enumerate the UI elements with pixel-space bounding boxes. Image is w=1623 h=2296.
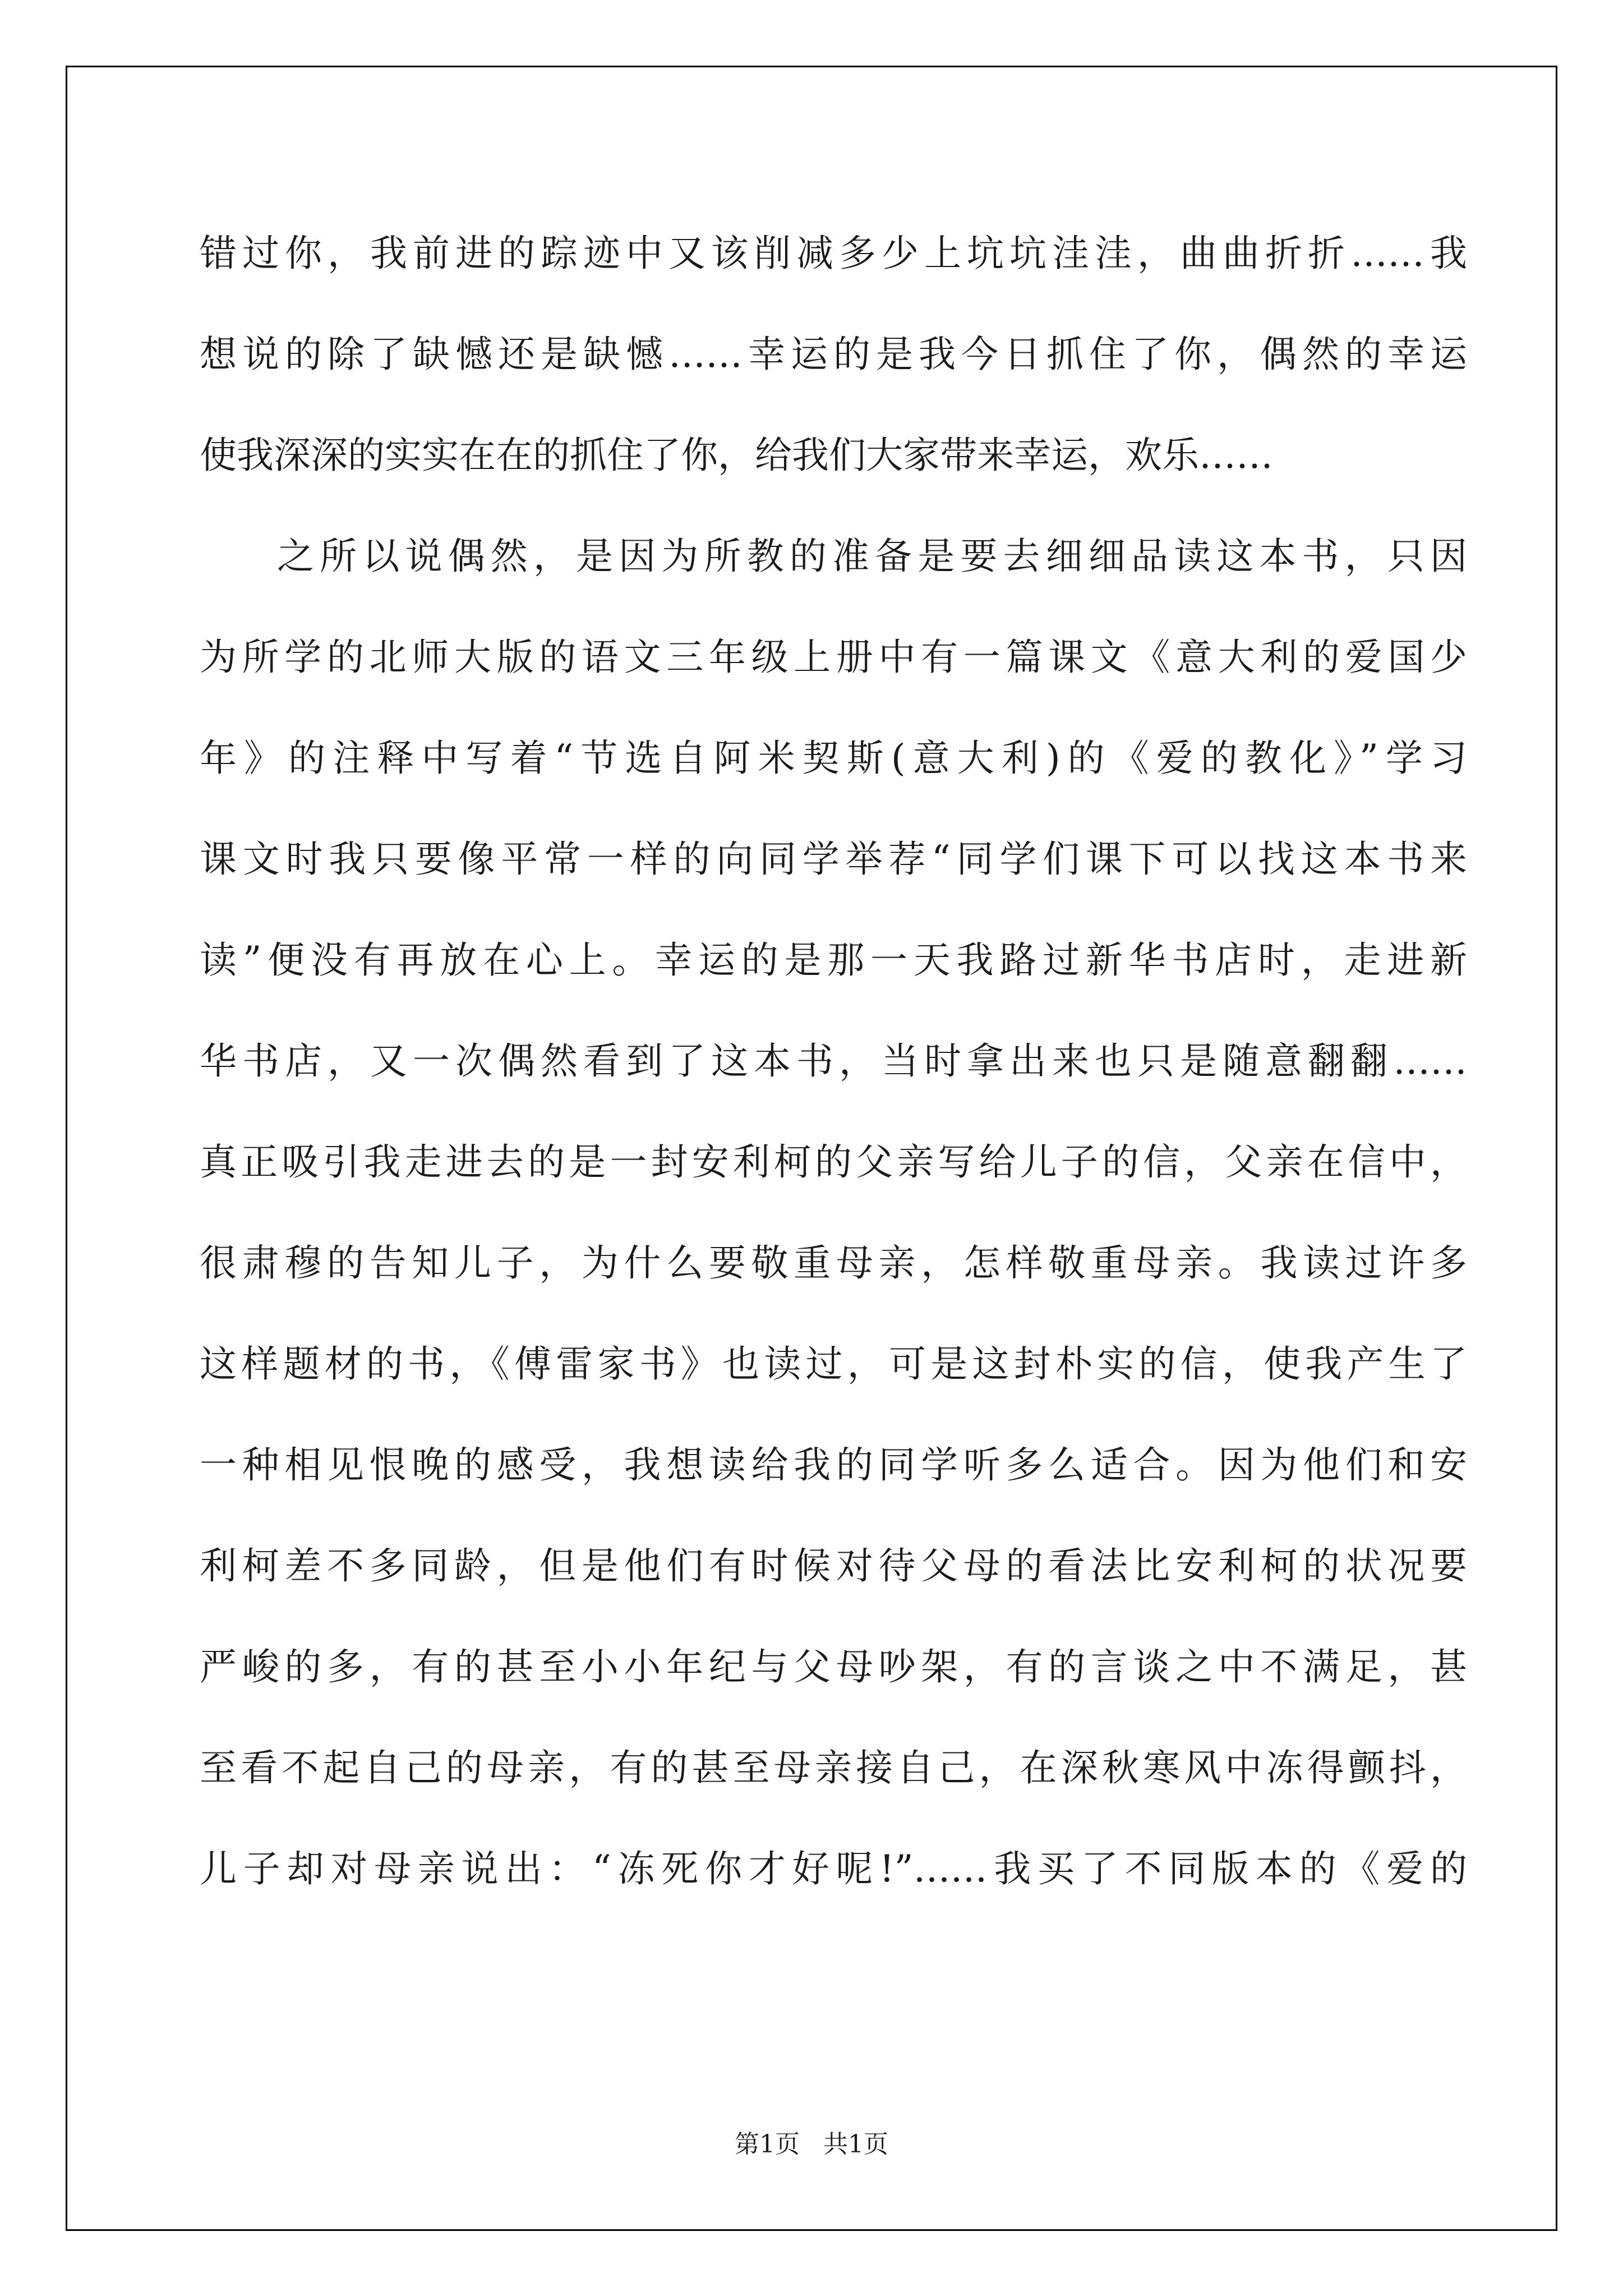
text-line: 错过你，我前进的踪迹中又该削减多少上坑坑洼洼，曲曲折折……我 bbox=[200, 232, 1467, 275]
text-line: 读”便没有再放在心上。幸运的是那一天我路过新华书店时，走进新 bbox=[200, 938, 1467, 982]
text-line: 一种相见恨晚的感受，我想读给我的同学听多么适合。因为他们和安 bbox=[200, 1443, 1467, 1487]
text-line: 为所学的北师大版的语文三年级上册中有一篇课文《意大利的爱国少 bbox=[200, 636, 1467, 679]
text-line: 很肃穆的告知儿子，为什么要敬重母亲，怎样敬重母亲。我读过许多 bbox=[200, 1241, 1467, 1285]
text-line: 使我深深的实实在在的抓住了你，给我们大家带来幸运，欢乐…… bbox=[200, 434, 1273, 477]
text-line: 儿子却对母亲说出：“冻死你才好呢!”……我买了不同版本的《爱的 bbox=[200, 1847, 1467, 1890]
text-line: 这样题材的书，《傅雷家书》也读过，可是这封朴实的信，使我产生了 bbox=[200, 1342, 1467, 1386]
text-line: 至看不起自己的母亲，有的甚至母亲接自己，在深秋寒风中冻得颤抖， bbox=[200, 1746, 1467, 1789]
text-line: 利柯差不多同龄，但是他们有时候对待父母的看法比安利柯的状况要 bbox=[200, 1544, 1467, 1588]
text-line: 想说的除了缺憾还是缺憾……幸运的是我今日抓住了你，偶然的幸运 bbox=[200, 333, 1467, 376]
text-line: 严峻的多，有的甚至小小年纪与父母吵架，有的言谈之中不满足，甚 bbox=[200, 1645, 1467, 1688]
text-line: 真正吸引我走进去的是一封安利柯的父亲写给儿子的信，父亲在信中， bbox=[200, 1140, 1467, 1184]
page-footer: 第1页 共1页 bbox=[735, 2130, 888, 2159]
text-line: 年》的注释中写着“节选自阿米契斯(意大利)的《爱的教化》”学习 bbox=[200, 737, 1467, 780]
text-line: 华书店，又一次偶然看到了这本书，当时拿出来也只是随意翻翻…… bbox=[200, 1039, 1467, 1083]
paragraph-start-line: 之所以说偶然，是因为所教的准备是要去细细品读这本书，只因 bbox=[277, 535, 1467, 578]
text-line: 课文时我只要像平常一样的向同学举荐“同学们课下可以找这本书来 bbox=[200, 838, 1467, 881]
